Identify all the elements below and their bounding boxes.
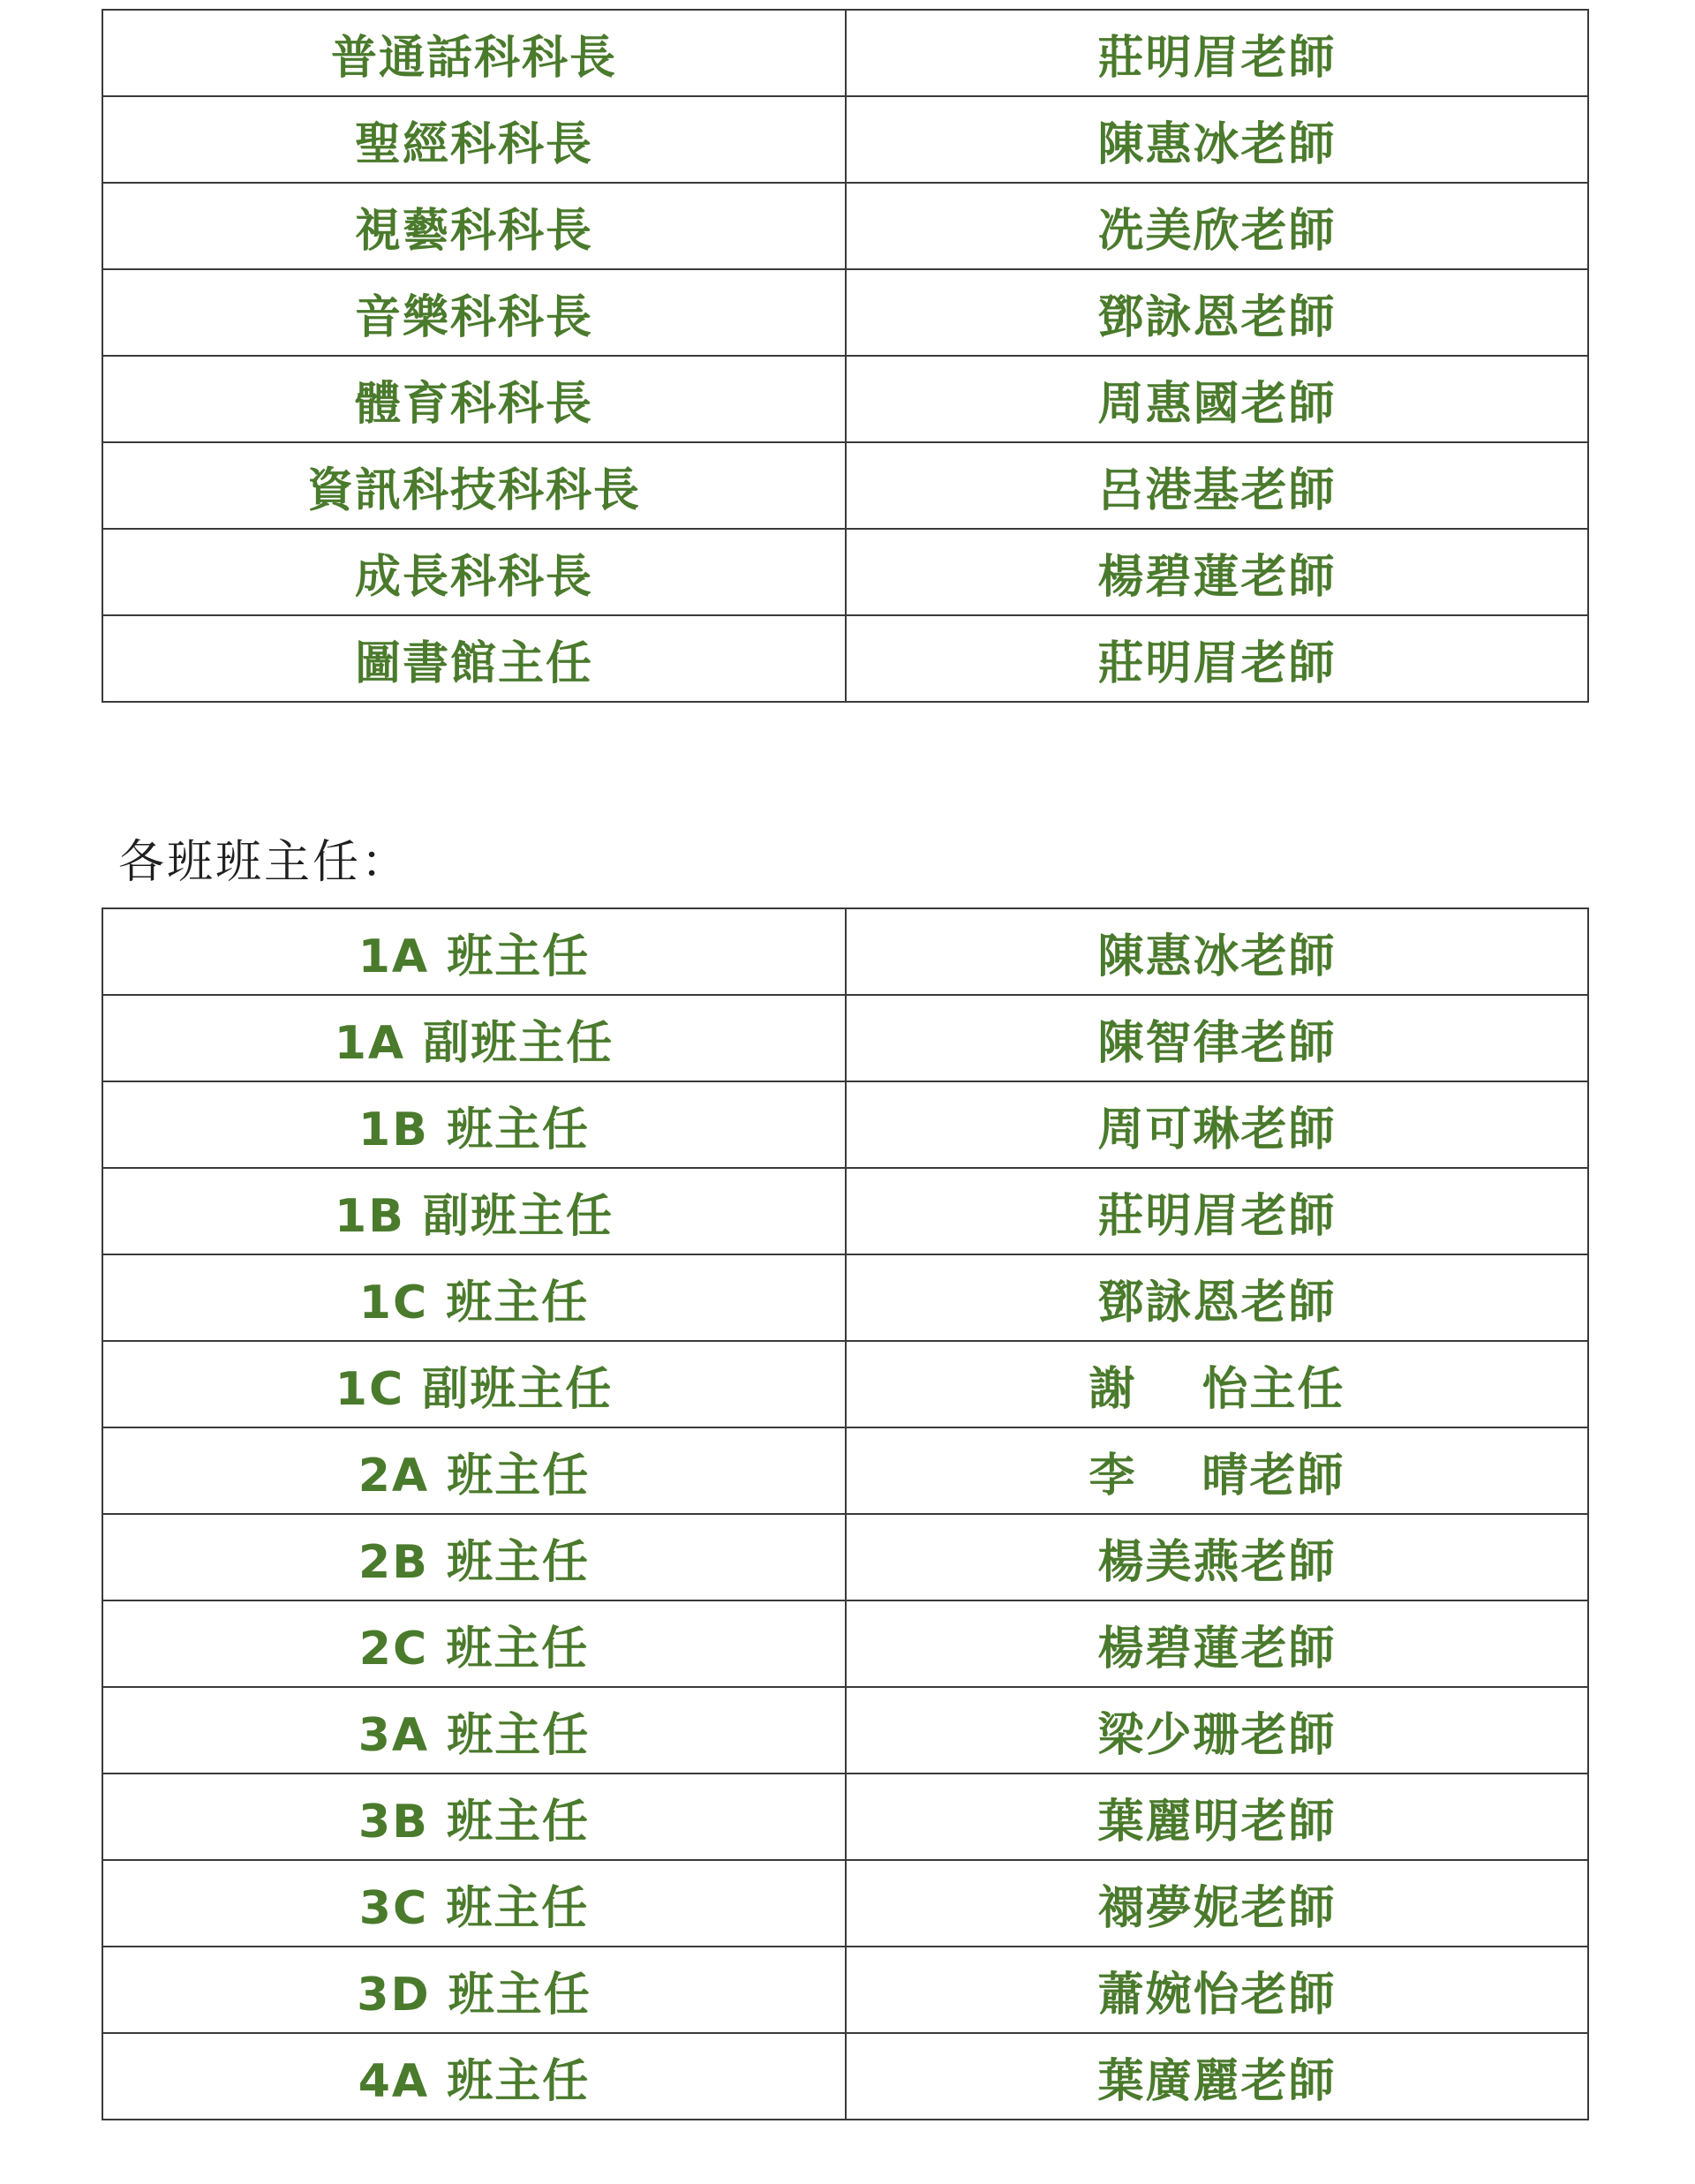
table-row [102, 442, 1588, 529]
table-row [102, 995, 1588, 1081]
role-cell: 1A 班主任 [102, 908, 846, 995]
table-row [102, 1341, 1588, 1427]
role-cell: 視藝科科長 [102, 183, 846, 269]
teacher-cell: 葉麗明老師 [846, 1774, 1588, 1860]
role-cell: 3B 班主任 [102, 1774, 846, 1860]
role-cell: 2B 班主任 [102, 1514, 846, 1600]
table-row [102, 10, 1588, 96]
table-row [102, 183, 1588, 269]
teacher-cell: 楊碧蓮老師 [846, 529, 1588, 615]
role-cell: 1A 副班主任 [102, 995, 846, 1081]
teacher-cell: 莊明眉老師 [846, 10, 1588, 96]
teacher-cell: 呂港基老師 [846, 442, 1588, 529]
table-row [102, 1081, 1588, 1168]
role-cell: 1C 班主任 [102, 1254, 846, 1341]
class-teachers-heading: 各班班主任： [118, 836, 411, 889]
teacher-cell: 莊明眉老師 [846, 615, 1588, 702]
table-row [102, 615, 1588, 702]
teacher-cell: 莊明眉老師 [846, 1168, 1588, 1254]
teacher-cell: 鄧詠恩老師 [846, 269, 1588, 356]
role-cell: 3A 班主任 [102, 1687, 846, 1774]
role-cell: 4A 班主任 [102, 2033, 846, 2120]
table-row [102, 1168, 1588, 1254]
table-row [102, 2033, 1588, 2120]
table-row [102, 1860, 1588, 1947]
role-cell: 1B 班主任 [102, 1081, 846, 1168]
role-cell: 聖經科科長 [102, 96, 846, 183]
teacher-cell: 葉廣麗老師 [846, 2033, 1588, 2120]
role-cell: 1C 副班主任 [102, 1341, 846, 1427]
role-cell: 圖書館主任 [102, 615, 846, 702]
teacher-cell: 楊美燕老師 [846, 1514, 1588, 1600]
table-row [102, 1514, 1588, 1600]
role-cell: 3C 班主任 [102, 1860, 846, 1947]
table-row [102, 529, 1588, 615]
table-row [102, 269, 1588, 356]
subject-heads-table [102, 9, 1589, 703]
role-cell: 音樂科科長 [102, 269, 846, 356]
table-row [102, 1254, 1588, 1341]
teacher-cell: 周惠國老師 [846, 356, 1588, 442]
role-cell: 資訊科技科科長 [102, 442, 846, 529]
table-row [102, 908, 1588, 995]
role-cell: 1B 副班主任 [102, 1168, 846, 1254]
teacher-cell: 陳惠冰老師 [846, 908, 1588, 995]
role-cell: 體育科科長 [102, 356, 846, 442]
teacher-cell: 李 晴老師 [846, 1427, 1588, 1514]
teacher-cell: 蕭婉怡老師 [846, 1947, 1588, 2033]
role-cell: 3D 班主任 [102, 1947, 846, 2033]
table-row [102, 356, 1588, 442]
teacher-cell: 周可琳老師 [846, 1081, 1588, 1168]
role-cell: 成長科科長 [102, 529, 846, 615]
table-row [102, 96, 1588, 183]
table-row [102, 1687, 1588, 1774]
teacher-cell: 禤夢妮老師 [846, 1860, 1588, 1947]
teacher-cell: 陳智律老師 [846, 995, 1588, 1081]
table-row [102, 1427, 1588, 1514]
teacher-cell: 謝 怡主任 [846, 1341, 1588, 1427]
table-row [102, 1600, 1588, 1687]
teacher-cell: 鄧詠恩老師 [846, 1254, 1588, 1341]
teacher-cell: 陳惠冰老師 [846, 96, 1588, 183]
table-row [102, 1947, 1588, 2033]
table-row [102, 1774, 1588, 1860]
role-cell: 2C 班主任 [102, 1600, 846, 1687]
teacher-cell: 楊碧蓮老師 [846, 1600, 1588, 1687]
role-cell: 普通話科科長 [102, 10, 846, 96]
teacher-cell: 梁少珊老師 [846, 1687, 1588, 1774]
teacher-cell: 冼美欣老師 [846, 183, 1588, 269]
role-cell: 2A 班主任 [102, 1427, 846, 1514]
class-teachers-table [102, 907, 1589, 2120]
